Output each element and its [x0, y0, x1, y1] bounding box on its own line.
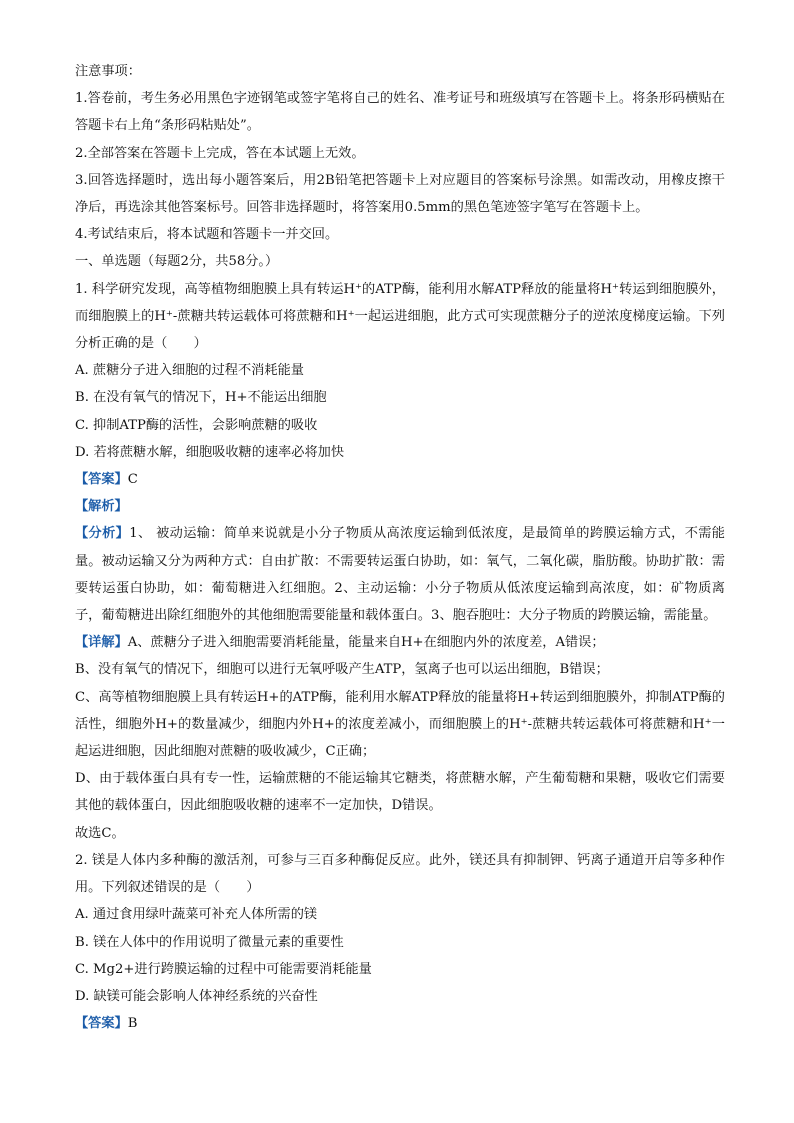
- q1-option-b: B. 在没有氧气的情况下，H+不能运出细胞: [75, 390, 327, 406]
- q1-fenxi: [75, 520, 725, 629]
- q1-fenxi-tag: 【分析】: [75, 526, 130, 542]
- q1-stem: 1. 科学研究发现，高等植物细胞膜上具有转运H⁺的ATP酶，能利用水解ATP释放的能量将H⁺转运到细胞膜外，而细胞膜上的H⁺-蔗糖共转运载体可将蔗糖和H⁺一起运进细胞，此方式可实现蔗糖分子的逆浓度梯度运输。下列分析正确的是（ ）: [75, 281, 725, 352]
- notice-item-1: 1.答卷前，考生务必用黑色字迹钢笔或签字笔将自己的姓名、准考证号和班级填写在答题卡上。将条形码横贴在答题卡右上角“条形码粘贴处”。: [75, 91, 725, 134]
- notice-heading: 注意事项：: [75, 64, 141, 79]
- q1-option-c: C. 抑制ATP酶的活性，会影响蔗糖的吸收: [75, 417, 318, 433]
- q1-answer-value: C: [127, 472, 138, 488]
- q1-analysis-row: [75, 493, 725, 520]
- q2-answer-tag: 【答案】: [75, 1016, 128, 1032]
- q2-option-b: B. 镁在人体中的作用说明了微量元素的重要性: [75, 934, 344, 950]
- q1-option-d: D. 若将蔗糖水解，细胞吸收糖的速率必将加快: [75, 444, 345, 460]
- q1-answer-tag: 【答案】: [75, 472, 128, 488]
- q1-xiangjie-d: D、由于载体蛋白具有专一性，运输蔗糖的不能运输其它糖类，将蔗糖水解，产生葡萄糖和果糖，吸收它们需要其他的载体蛋白，因此细胞吸收糖的速率不一定加快，D错误。: [75, 771, 725, 814]
- q1-analysis-tag: 【解析】: [75, 499, 128, 515]
- notice-item-3: 3.回答选择题时，选出每小题答案后，用2B铅笔把答题卡上对应题目的答案标号涂黑。如需改动，用橡皮擦干净后，再选涂其他答案标号。回答非选择题时，将答案用0.5mm的黑色笔迹签字笔写在答题卡上。: [75, 172, 725, 216]
- q1-xiangjie-tag: 【详解】: [75, 635, 128, 651]
- q2-answer-row: [75, 1010, 725, 1037]
- section-title: 一、单选题（每题2分，共58分。）: [75, 254, 279, 270]
- q2-stem: 2. 镁是人体内多种酶的激活剂，可参与三百多种酶促反应。此外，镁还具有抑制钾、钙离子通道开启等多种作用。下列叙述错误的是（ ）: [75, 852, 725, 896]
- document-page: [75, 58, 725, 1037]
- q1-option-a: A. 蔗糖分子进入细胞的过程不消耗能量: [75, 363, 304, 379]
- notice-item-4: 4.考试结束后，将本试题和答题卡一并交回。: [75, 227, 339, 243]
- q2-option-d: D. 缺镁可能会影响人体神经系统的兴奋性: [75, 988, 318, 1004]
- q1-answer-row: [75, 466, 725, 493]
- q1-conclusion: 故选C。: [75, 825, 125, 841]
- q1-xiangjie-c: C、高等植物细胞膜上具有转运H+的ATP酶，能利用水解ATP释放的能量将H+转运到细胞膜外，抑制ATP酶的活性，细胞外H+的数量减少，细胞内外H+的浓度差减小，而细胞膜上的H⁺-蔗糖共转运载体可将蔗糖和H⁺一起运进细胞，因此细胞对蔗糖的吸收减少，C正确；: [75, 689, 725, 760]
- q1-xiangjie-b: B、没有氧气的情况下，细胞可以进行无氧呼吸产生ATP，氢离子也可以运出细胞，B错误；: [75, 662, 609, 678]
- q1-xiangjie-a-text: A、蔗糖分子进入细胞需要消耗能量，能量来自H+在细胞内外的浓度差，A错误；: [127, 635, 605, 651]
- q2-option-c: C. Mg2+进行跨膜运输的过程中可能需要消耗能量: [75, 961, 372, 977]
- notice-item-2: 2.全部答案在答题卡上完成，答在本试题上无效。: [75, 145, 365, 161]
- q1-fenxi-text: 1、 被动运输：简单来说就是小分子物质从高浓度运输到低浓度，是最简单的跨膜运输方式，不需能量。被动运输又分为两种方式：自由扩散：不需要转运蛋白协助，如：氧气，二氧化碳，脂肪酸。协助扩散：需要转运蛋白协助，如：葡萄糖进入红细胞。2、主动运输：小分子物质从低浓度运输到高浓度，如：矿物质离子，葡萄糖进出除红细胞外的其他细胞需要能量和载体蛋白。3、胞吞胞吐：大分子物质的跨膜运输，需能量。: [75, 526, 725, 624]
- q1-xiangjie-a: [75, 629, 725, 656]
- q2-answer-value: B: [127, 1016, 138, 1032]
- q2-option-a: A. 通过食用绿叶蔬菜可补充人体所需的镁: [75, 907, 318, 923]
